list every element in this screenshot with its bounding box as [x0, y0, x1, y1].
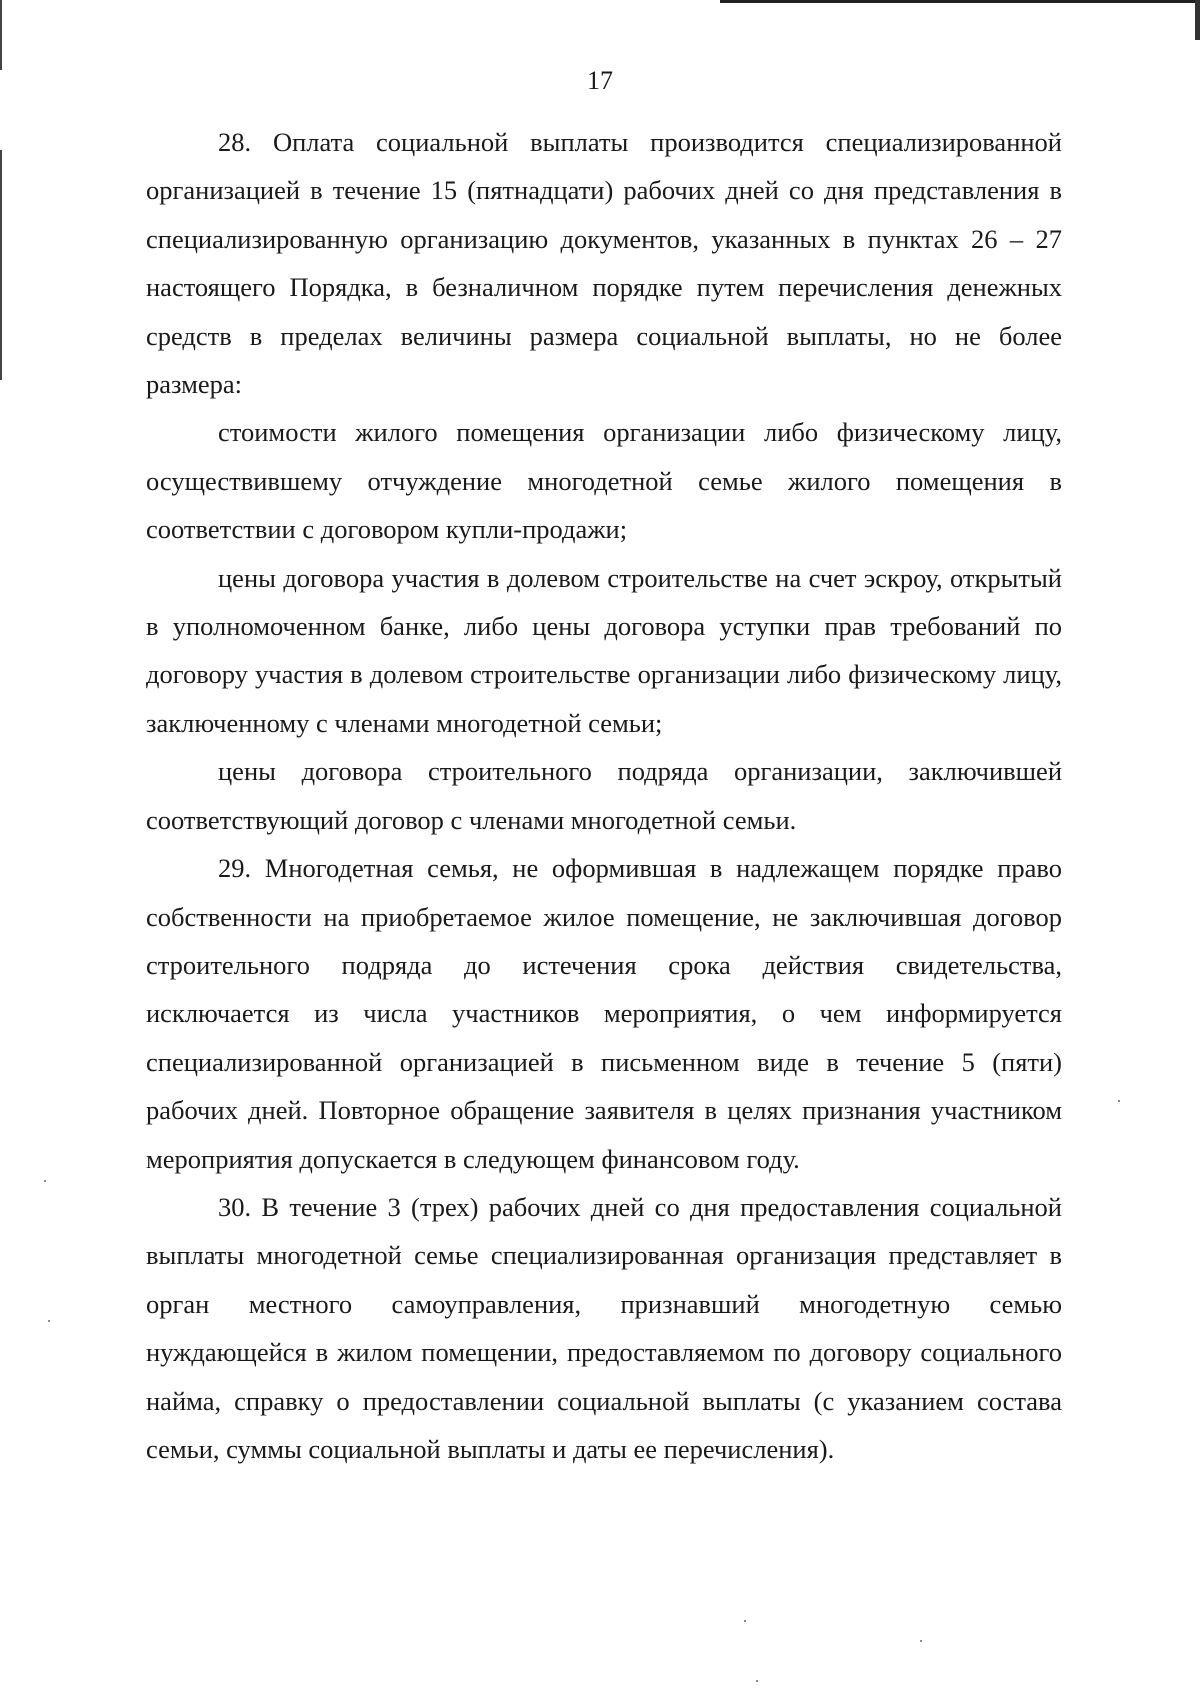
scan-speck — [756, 1680, 758, 1682]
document-body — [146, 118, 1062, 1473]
paragraph-29: 29. Многодетная семья, не оформившая в надлежащем порядке право собственности на приобретаемое жилое помещение, не заключившая договор строительного подряда до истечения срока действия свидетельства, исключается из числа участников мероприятия, о чем информируется специализированной организацией в письменном виде в течение 5 (пяти) рабочих дней. Повторное обращение заявителя в целях признания участником мероприятия допускается в следующем финансовом году. — [146, 853, 1062, 1174]
page-number: 17 — [587, 66, 613, 95]
scan-speck — [48, 1320, 50, 1322]
scan-speck — [1118, 1100, 1120, 1102]
paragraph-28-item-1: стоимости жилого помещения организации либо физическому лицу, осуществившему отчуждение многодетной семье жилого помещения в соответствии с договором купли-продажи; — [146, 417, 1062, 545]
scan-border-left — [0, 0, 2, 70]
scan-speck — [920, 1640, 922, 1642]
paragraph-28-item-3: цены договора строительного подряда организации, заключившей соответствующий договор с членами многодетной семьи. — [146, 756, 1062, 835]
scan-speck — [744, 1620, 746, 1622]
paragraph-30: 30. В течение 3 (трех) рабочих дней со дня предоставления социальной выплаты многодетной семье специализированная организация представляет в орган местного самоуправления, признавший многодетную семью нуждающейся в жилом помещении, предоставляемом по договору социального найма, справку о предоставлении социальной выплаты (с указанием состава семьи, суммы социальной выплаты и даты ее перечисления). — [146, 1191, 1062, 1464]
paragraph-28-item-2: цены договора участия в долевом строительстве на счет эскроу, открытый в уполномоченном банке, либо цены договора уступки прав требований по договору участия в долевом строительстве организации либо физическому лицу, заключенному с членами многодетной семьи; — [146, 562, 1062, 738]
paragraph-28: 28. Оплата социальной выплаты производится специализированной организацией в течение 15 (пятнадцати) рабочих дней со дня представления в специализированную организацию документов, указанных в пунктах 26 – 27 настоящего Порядка, в безналичном порядке путем перечисления денежных средств в пределах величины размера социальной выплаты, но не более размера: — [146, 127, 1062, 400]
scan-speck — [44, 1180, 46, 1182]
scan-border-corner — [1195, 0, 1200, 40]
scan-border-top — [720, 0, 1200, 3]
scan-border-left — [0, 150, 2, 380]
